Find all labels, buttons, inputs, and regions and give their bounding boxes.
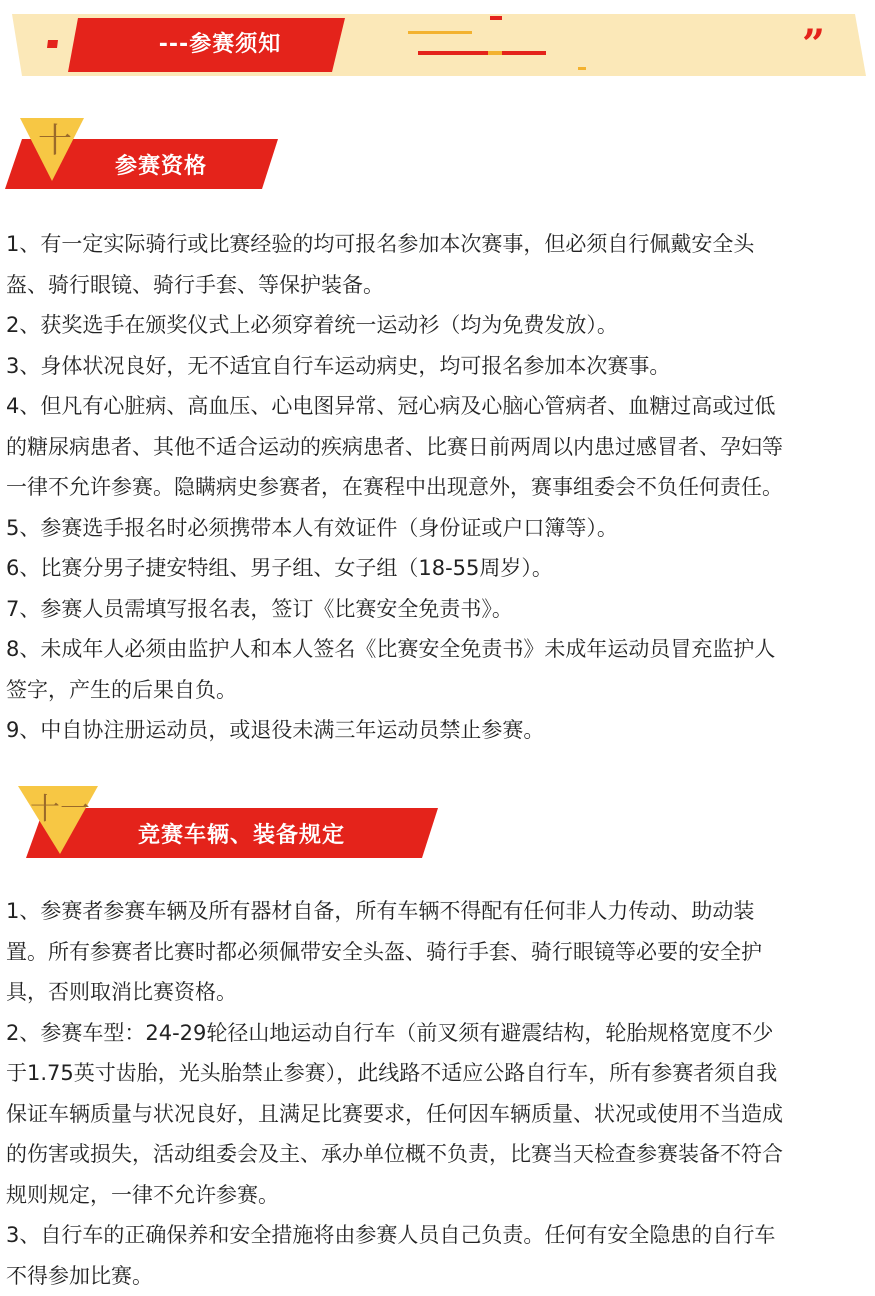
paragraph-line: 2、参赛车型：24-29轮径山地运动自行车（前叉须有避震结构，轮胎规格宽度不少 bbox=[6, 1013, 871, 1054]
paragraph-line: 2、获奖选手在颁奖仪式上必须穿着统一运动衫（均为免费发放）。 bbox=[6, 305, 871, 346]
section-body-eligibility bbox=[6, 224, 871, 751]
paragraph-line: 4、但凡有心脏病、高血压、心电图异常、冠心病及心脑心管病者、血糖过高或过低 bbox=[6, 386, 871, 427]
paragraph-line: 不得参加比赛。 bbox=[6, 1256, 871, 1296]
paragraph-line: 一律不允许参赛。隐瞒病史参赛者，在赛程中出现意外，赛事组委会不负任何责任。 bbox=[6, 467, 871, 508]
paragraph-line: 7、参赛人员需填写报名表，签订《比赛安全免责书》。 bbox=[6, 589, 871, 630]
paragraph-line: 具，否则取消比赛资格。 bbox=[6, 972, 871, 1013]
section-title: 参赛资格 bbox=[115, 149, 207, 180]
paragraph-line: 6、比赛分男子捷安特组、男子组、女子组（18-55周岁）。 bbox=[6, 548, 871, 589]
section-header-equipment bbox=[0, 782, 450, 862]
paragraph-line: 保证车辆质量与状况良好，且满足比赛要求，任何因车辆质量、状况或使用不当造成 bbox=[6, 1094, 871, 1135]
section-number: 十 bbox=[38, 121, 68, 161]
section-title: 竞赛车辆、装备规定 bbox=[138, 818, 345, 849]
paragraph-line: 规则规定，一律不允许参赛。 bbox=[6, 1175, 871, 1216]
section-number: 十一 bbox=[30, 790, 90, 830]
paragraph-line: 的糖尿病患者、其他不适合运动的疾病患者、比赛日前两周以内患过感冒者、孕妇等 bbox=[6, 427, 871, 468]
section-body-equipment bbox=[6, 891, 871, 1296]
paragraph-line: 置。所有参赛者比赛时都必须佩带安全头盔、骑行手套、骑行眼镜等必要的安全护 bbox=[6, 932, 871, 973]
paragraph-line: 1、有一定实际骑行或比赛经验的均可报名参加本次赛事，但必须自行佩戴安全头 bbox=[6, 224, 871, 265]
banner-title: ---参赛须知 bbox=[115, 27, 325, 63]
paragraph-line: 于1.75英寸齿胎，光头胎禁止参赛），此线路不适应公路自行车，所有参赛者须自我 bbox=[6, 1053, 871, 1094]
section-header-eligibility bbox=[0, 115, 290, 195]
paragraph-line: 的伤害或损失，活动组委会及主、承办单位概不负责，比赛当天检查参赛装备不符合 bbox=[6, 1134, 871, 1175]
paragraph-line: 1、参赛者参赛车辆及所有器材自备，所有车辆不得配有任何非人力传动、助动装 bbox=[6, 891, 871, 932]
paragraph-line: 3、身体状况良好，无不适宜自行车运动病史，均可报名参加本次赛事。 bbox=[6, 346, 871, 387]
paragraph-line: 签字，产生的后果自负。 bbox=[6, 670, 871, 711]
paragraph-line: 3、自行车的正确保养和安全措施将由参赛人员自己负责。任何有安全隐患的自行车 bbox=[6, 1215, 871, 1256]
paragraph-line: 盔、骑行眼镜、骑行手套、等保护装备。 bbox=[6, 265, 871, 306]
paragraph-line: 5、参赛选手报名时必须携带本人有效证件（身份证或户口簿等）。 bbox=[6, 508, 871, 549]
top-banner bbox=[0, 0, 875, 85]
quote-mark-icon: ” bbox=[802, 21, 825, 68]
paragraph-line: 9、中自协注册运动员，或退役未满三年运动员禁止参赛。 bbox=[6, 710, 871, 751]
paragraph-line: 8、未成年人必须由监护人和本人签名《比赛安全免责书》未成年运动员冒充监护人 bbox=[6, 629, 871, 670]
